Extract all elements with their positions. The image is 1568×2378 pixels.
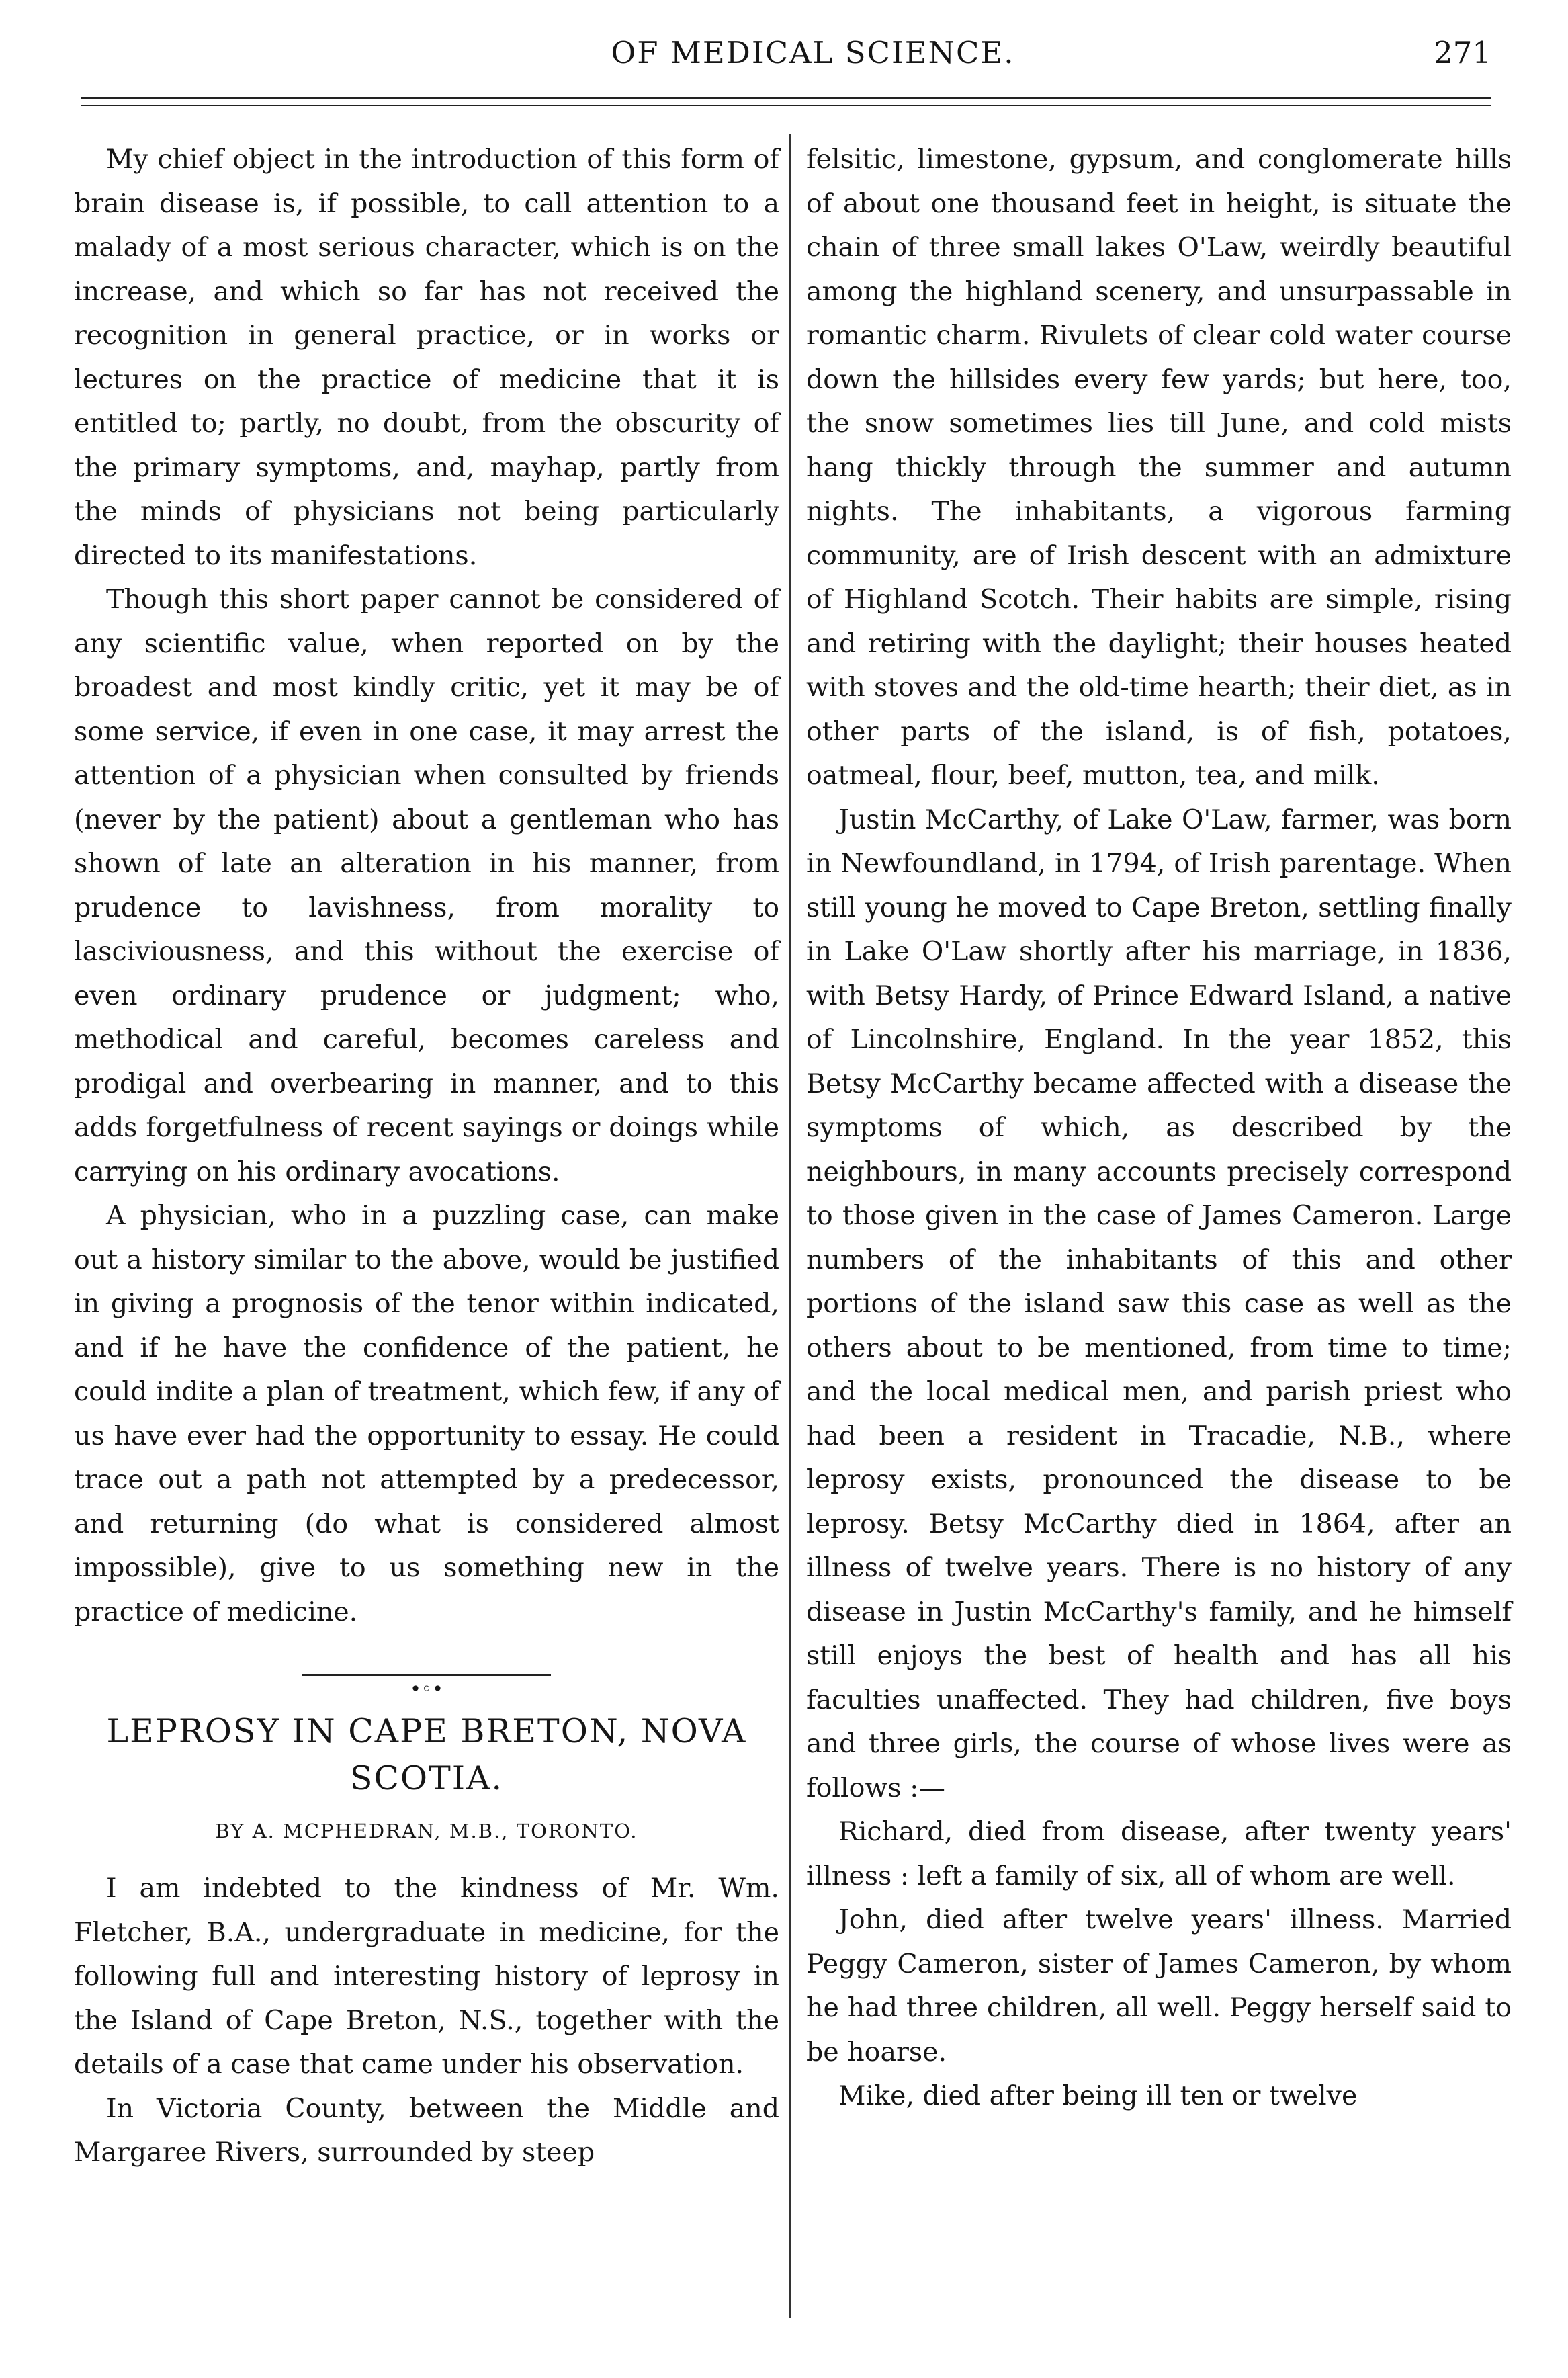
paragraph: Mike, died after being ill ten or twelve [838, 2080, 1358, 2111]
paragraph: A physician, who in a puzzling case, can make out a history similar to the above, would be justified in giving a prognosis of the tenor within indicated, and if he have the confidence of the patient, he could indite a plan of treatment, which few, if any of us have ever had the opportunity to essay. He could trace out a path not attempted by a predecessor, and returning (do what is considered almost impossible), give to us something new in the practice of medicine. [74, 1200, 779, 1627]
column-divider [789, 134, 791, 2318]
ornament-rule [302, 1674, 551, 1676]
page-header [74, 35, 1505, 89]
article-title: LEPROSY IN CAPE BRETON, NOVA SCOTIA. [106, 1712, 747, 1797]
paragraph: My chief object in the introduction of this form of brain disease is, if possible, to call attention to a malady of a most serious character, which is on the increase, and which so far has not received the recognition in general practice, or in works or lectures on the practice of medicine that it is entitled to; partly, no doubt, from the obscurity of the primary symptoms, and, mayhap, partly from the minds of physicians not being particularly directed to its manifestations. [74, 144, 779, 571]
paragraph: Though this short paper cannot be considered of any scientific value, when reported on by the broadest and most kindly critic, yet it may be of some service, if even in one case, it may arrest the attention of a physician when consulted by friends (never by the patient) about a gentleman who has shown of late an alteration in his manner, from prudence to lavishness, from morality to lasciviousness, and this without the exercise of even ordinary prudence or judgment; who, methodical and careful, becomes careless and prodigal and overbearing in manner, and to this adds forgetfulness of recent sayings or doings while carrying on his ordinary avocations. [74, 584, 779, 1187]
header-rule [81, 97, 1491, 99]
page-number: 271 [1434, 35, 1491, 71]
ornament-glyph: •◦• [403, 1678, 450, 1700]
section-ornament [74, 1665, 779, 1700]
left-column [74, 138, 779, 2175]
article-byline: BY A. MCPHEDRAN, M.B., TORONTO. [215, 1820, 638, 1842]
right-column [806, 138, 1512, 2119]
paragraph: Justin McCarthy, of Lake O'Law, farmer, was born in Newfoundland, in 1794, of Irish parentage. When still young he moved to Cape Breton, settling finally in Lake O'Law shortly after his marriage, in 1836, with Betsy Hardy, of Prince Edward Island, a native of Lincolnshire, England. In the year 1852, this Betsy McCarthy became affected with a disease the symptoms of which, as described by the neighbours, in many accounts precisely correspond to those given in the case of James Cameron. Large numbers of the inhabitants of this and other portions of the island saw this case as well as the others about to be mentioned, from time to time; and the local medical men, and parish priest who had been a resident in Tracadie, N.B., where leprosy exists, pronounced the disease to be leprosy. Betsy McCarthy died in 1864, after an illness of twelve years. There is no history of any disease in Justin McCarthy's family, and he himself still enjoys the best of health and has all his faculties unaffected. They had children, five boys and three girls, the course of whose lives were as follows :— [806, 804, 1512, 1803]
paragraph: felsitic, limestone, gypsum, and conglomerate hills of about one thousand feet in height, is situate the chain of three small lakes O'Law, weirdly beautiful among the highland scenery, and unsurpassable in romantic charm. Rivulets of clear cold water course down the hillsides every few yards; but here, too, the snow sometimes lies till June, and cold mists hang thickly through the summer and autumn nights. The inhabitants, a vigorous farming community, are of Irish descent with an admixture of Highland Scotch. Their habits are simple, rising and retiring with the daylight; their houses heated with stoves and the old-time hearth; their diet, as in other parts of the island, is of fish, potatoes, oatmeal, flour, beef, mutton, tea, and milk. [806, 144, 1512, 791]
paragraph: John, died after twelve years' illness. Married Peggy Cameron, sister of James Cameron, by whom he had three children, all well. Peggy herself said to be hoarse. [806, 1904, 1512, 2068]
paragraph: I am indebted to the kindness of Mr. Wm. Fletcher, B.A., undergraduate in medicine, for the following full and interesting history of leprosy in the Island of Cape Breton, N.S., together with the details of a case that came under his observation. [74, 1873, 779, 2080]
running-title: OF MEDICAL SCIENCE. [611, 35, 1015, 71]
header-rule-secondary [81, 105, 1491, 106]
paragraph: In Victoria County, between the Middle and Margaree Rivers, surrounded by steep [74, 2092, 779, 2168]
paragraph: Richard, died from disease, after twenty years' illness : left a family of six, all of whom are well. [806, 1816, 1512, 1892]
